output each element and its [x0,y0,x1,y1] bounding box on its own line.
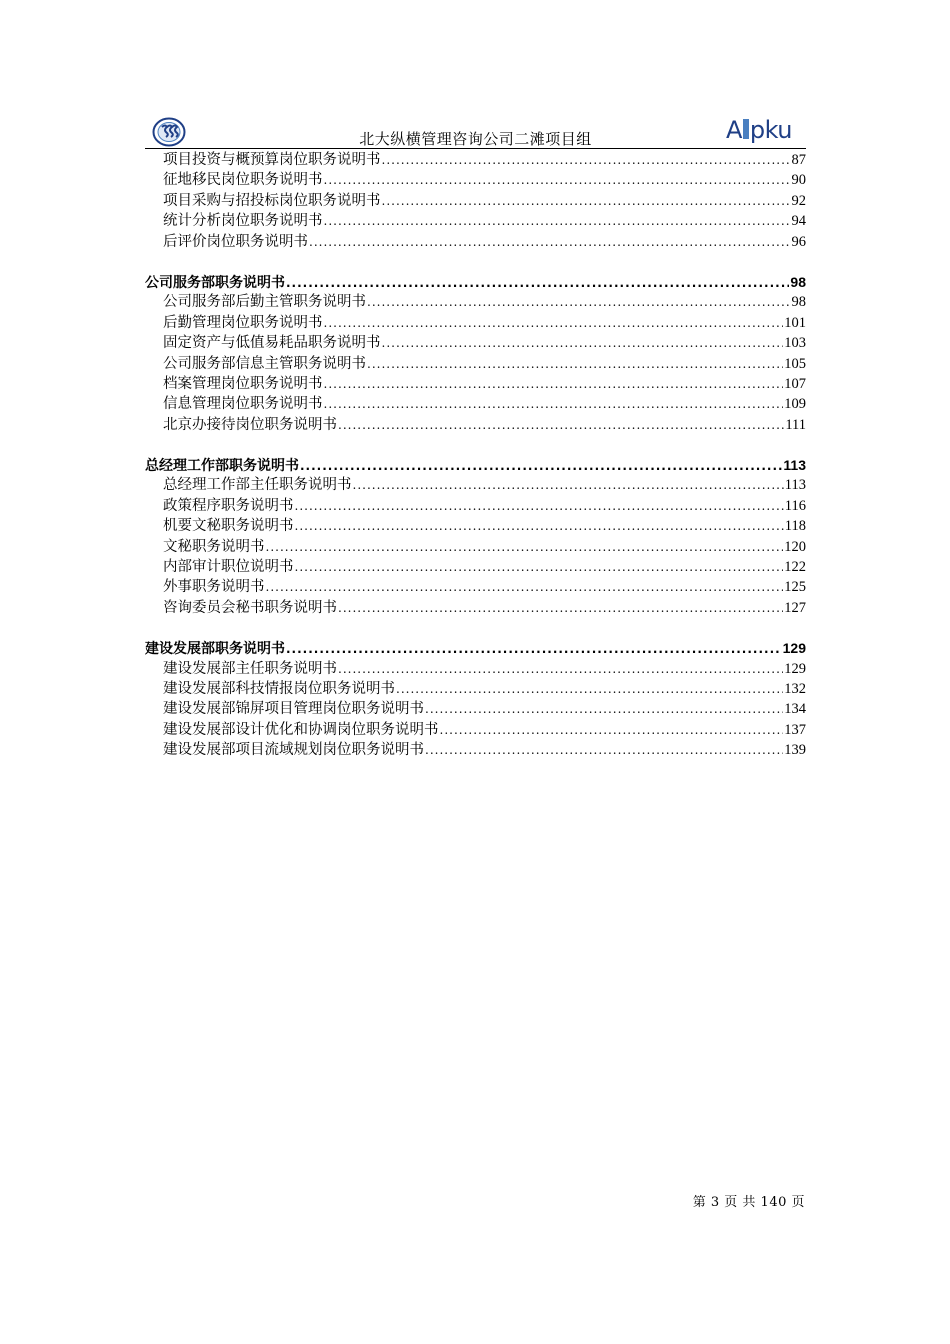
toc-title: 档案管理岗位职务说明书 [163,375,323,392]
toc-entry-row[interactable] [145,333,806,353]
toc-page-number: 98 [791,294,806,311]
toc-title: 后评价岗位职务说明书 [163,233,308,250]
toc-page-number: 103 [784,335,806,352]
toc-entry-row[interactable] [145,374,806,394]
toc-section-row[interactable] [145,272,806,292]
toc-title: 征地移民岗位职务说明书 [163,172,323,189]
toc-page-number: 87 [791,152,806,168]
toc-leader-dots [295,557,784,577]
toc-leader-dots [266,577,784,597]
toc-entry-row[interactable] [145,720,806,740]
toc-leader-dots [324,170,791,190]
toc-entry-row[interactable] [145,557,806,577]
toc-page-number: 120 [784,538,806,555]
toc-leader-dots [367,292,791,312]
toc-leader-dots [382,191,791,211]
toc-entry-row[interactable] [145,537,806,557]
toc-entry-row[interactable] [145,211,806,231]
toc-leader-dots [338,415,784,435]
toc-entry-row[interactable] [145,577,806,597]
toc-page-number: 137 [784,721,806,738]
toc-page-number: 129 [784,660,806,677]
toc-title: 建设发展部职务说明书 [145,641,285,658]
toc-page-number: 101 [784,314,806,331]
toc-section-row[interactable] [145,638,806,658]
toc-page-number: 129 [782,640,806,657]
toc-leader-dots [382,150,791,170]
toc-page-number: 109 [784,396,806,413]
toc-title: 建设发展部设计优化和协调岗位职务说明书 [163,721,439,738]
toc-title: 建设发展部项目流域规划岗位职务说明书 [163,742,424,759]
toc-leader-dots [324,313,784,333]
toc-title: 公司服务部职务说明书 [145,274,285,291]
toc-entry-row[interactable] [145,354,806,374]
toc-section-row[interactable] [145,455,806,475]
toc-leader-dots [440,720,784,740]
toc-entry-row[interactable] [145,496,806,516]
toc-leader-dots [367,354,783,374]
header-title: 北大纵横管理咨询公司二滩项目组 [359,130,592,148]
toc-entry-row[interactable] [145,191,806,211]
toc-page-number: 118 [784,518,806,535]
toc-title: 总经理工作部主任职务说明书 [163,477,352,494]
toc-page-number: 105 [784,355,806,372]
toc-leader-dots [396,679,783,699]
toc-leader-dots [286,273,789,293]
toc-leader-dots [425,740,783,760]
toc-title: 内部审计职位说明书 [163,559,294,576]
toc-page-number: 98 [790,273,806,290]
toc-page-number: 122 [784,559,806,576]
toc-title: 项目投资与概预算岗位职务说明书 [163,152,381,168]
toc-page-number: 113 [784,477,806,494]
table-of-contents [145,150,806,761]
toc-page-number: 127 [784,599,806,616]
toc-page-number: 113 [783,457,806,474]
toc-entry-row[interactable] [145,415,806,435]
toc-title: 总经理工作部职务说明书 [145,458,299,475]
toc-entry-row[interactable] [145,170,806,190]
toc-entry-row[interactable] [145,740,806,760]
toc-leader-dots [309,232,791,252]
toc-leader-dots [266,537,784,557]
toc-entry-row[interactable] [145,659,806,679]
toc-title: 后勤管理岗位职务说明书 [163,314,323,331]
toc-leader-dots [324,394,784,414]
toc-page-number: 111 [785,416,806,433]
toc-title: 公司服务部信息主管职务说明书 [163,355,366,372]
toc-page-number: 92 [791,192,806,209]
toc-title: 固定资产与低值易耗品职务说明书 [163,335,381,352]
toc-title: 机要文秘职务说明书 [163,518,294,535]
logo-bar-icon [743,119,749,139]
toc-title: 建设发展部主任职务说明书 [163,660,337,677]
toc-leader-dots [286,639,782,659]
toc-entry-row[interactable] [145,475,806,495]
toc-leader-dots [353,475,784,495]
page-header [145,112,806,148]
toc-title: 咨询委员会秘书职务说明书 [163,599,337,616]
toc-entry-row[interactable] [145,516,806,536]
toc-page-number: 139 [784,742,806,759]
toc-leader-dots [338,598,783,618]
toc-title: 信息管理岗位职务说明书 [163,396,323,413]
header-divider [145,148,806,149]
toc-leader-dots [324,374,784,394]
toc-page-number: 132 [784,680,806,697]
toc-title: 文秘职务说明书 [163,538,265,555]
toc-title: 项目采购与招投标岗位职务说明书 [163,192,381,209]
toc-leader-dots [338,659,783,679]
toc-entry-row[interactable] [145,150,806,170]
toc-page-number: 125 [784,579,806,596]
toc-entry-row[interactable] [145,313,806,333]
toc-page-number: 90 [791,172,806,189]
alpku-logo: A pku [725,116,792,144]
toc-leader-dots [324,211,791,231]
toc-title: 建设发展部锦屏项目管理岗位职务说明书 [163,701,424,718]
toc-entry-row[interactable] [145,699,806,719]
toc-page-number: 94 [791,213,806,230]
toc-title: 统计分析岗位职务说明书 [163,213,323,230]
toc-leader-dots [295,516,784,536]
toc-leader-dots [382,333,784,353]
toc-entry-row[interactable] [145,679,806,699]
toc-title: 公司服务部后勤主管职务说明书 [163,294,366,311]
toc-page-number: 116 [784,497,806,514]
toc-page-number: 107 [784,375,806,392]
toc-leader-dots [425,699,783,719]
toc-entry-row[interactable] [145,598,806,618]
toc-entry-row[interactable] [145,292,806,312]
toc-page-number: 134 [784,701,806,718]
toc-entry-row[interactable] [145,394,806,414]
toc-title: 政策程序职务说明书 [163,497,294,514]
toc-title: 外事职务说明书 [163,579,265,596]
toc-entry-row[interactable] [145,232,806,252]
toc-leader-dots [300,456,782,476]
page-number-footer: 第 3 页 共 140 页 [692,1195,805,1210]
toc-leader-dots [295,496,784,516]
toc-title: 北京办接待岗位职务说明书 [163,416,337,433]
toc-title: 建设发展部科技情报岗位职务说明书 [163,680,395,697]
toc-page-number: 96 [791,233,806,250]
